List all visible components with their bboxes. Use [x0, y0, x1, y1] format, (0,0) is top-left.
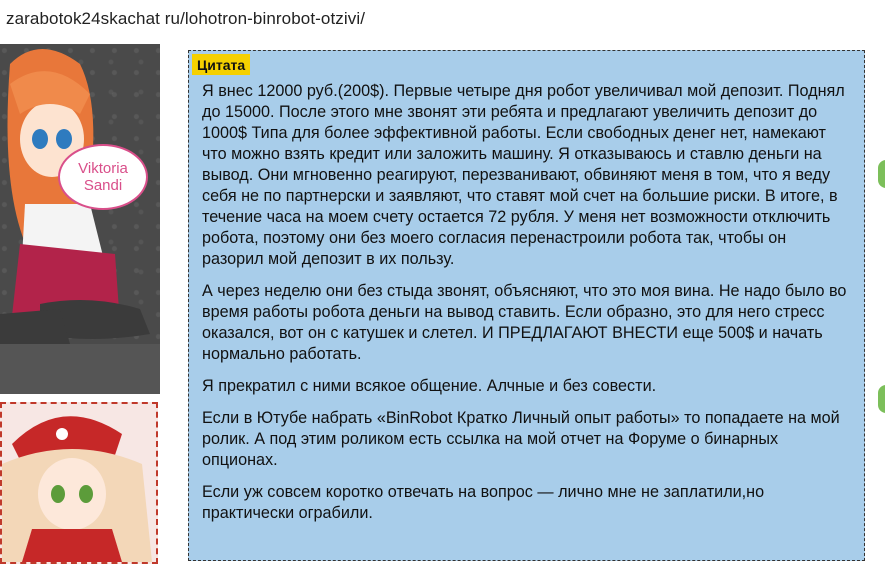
- quote-paragraph: А через неделю они без стыда звонят, объясняют, что это моя вина. Не надо было во время работы робота деньги на вывод ставить. Если образно, это для него стресс оказался, вот он с катушек и слетел. И ПРЕДЛАГАЮТ ВНЕСТИ еще 500$ и начать нормально работать.: [202, 282, 847, 363]
- side-panel: [0, 44, 160, 564]
- quote-paragraph: Я внес 12000 руб.(200$). Первые четыре дня робот увеличивал мой депозит. Поднял до 15000. После этого мне звонят эти ребята и предлагают увеличить депозит до 1000$ Типа для более эффективной работы. Если свободных денег нет, намекают что можно взять кредит или заложить машину. Я отказываюсь и ставлю деньги на вывод. Они мгновенно реагируют, перезванивают, обвиняют меня в том, что я веду себя не по партнерски и заявляют, что ставят мой счет на большие риски. В итоге, в течение часа на моем счету остается 72 рубля. У меня нет возможности отключить робота, поэтому они без моего согласия перенастроили робота так, чтобы он разорил мой депозит в их пользу.: [202, 82, 845, 268]
- name-bubble: [58, 144, 148, 210]
- quote-block: [188, 50, 865, 561]
- anime-girl-santa-illustration: [2, 404, 156, 562]
- quote-paragraph: Если в Ютубе набрать «BinRobot Кратко Личный опыт работы» то попадаете на мой ролик. А под этим роликом есть ссылка на мой отчет на Форуме о бинарных опционах.: [202, 409, 840, 469]
- bubble-name-last: Sandi: [83, 177, 123, 194]
- quote-paragraph: Если уж совсем коротко отвечать на вопрос — лично мне не заплатили,но практически ограбили.: [202, 483, 765, 522]
- quote-paragraph: Я прекратил с ними всякое общение. Алчные и без совести.: [202, 377, 657, 395]
- anime-girl-illustration: [0, 44, 160, 394]
- right-edge-widget[interactable]: [878, 385, 885, 413]
- quote-body: [202, 81, 852, 535]
- right-edge-widget[interactable]: [878, 160, 885, 188]
- bubble-name-first: Viktoria: [78, 160, 128, 177]
- quote-label: Цитата: [192, 54, 250, 75]
- anime-illustration-card[interactable]: [0, 44, 160, 394]
- url-text[interactable]: zarabotok24skachat ru/lohotron-binrobot-otzivi/: [6, 9, 366, 28]
- anime-illustration-card-2[interactable]: [0, 402, 158, 564]
